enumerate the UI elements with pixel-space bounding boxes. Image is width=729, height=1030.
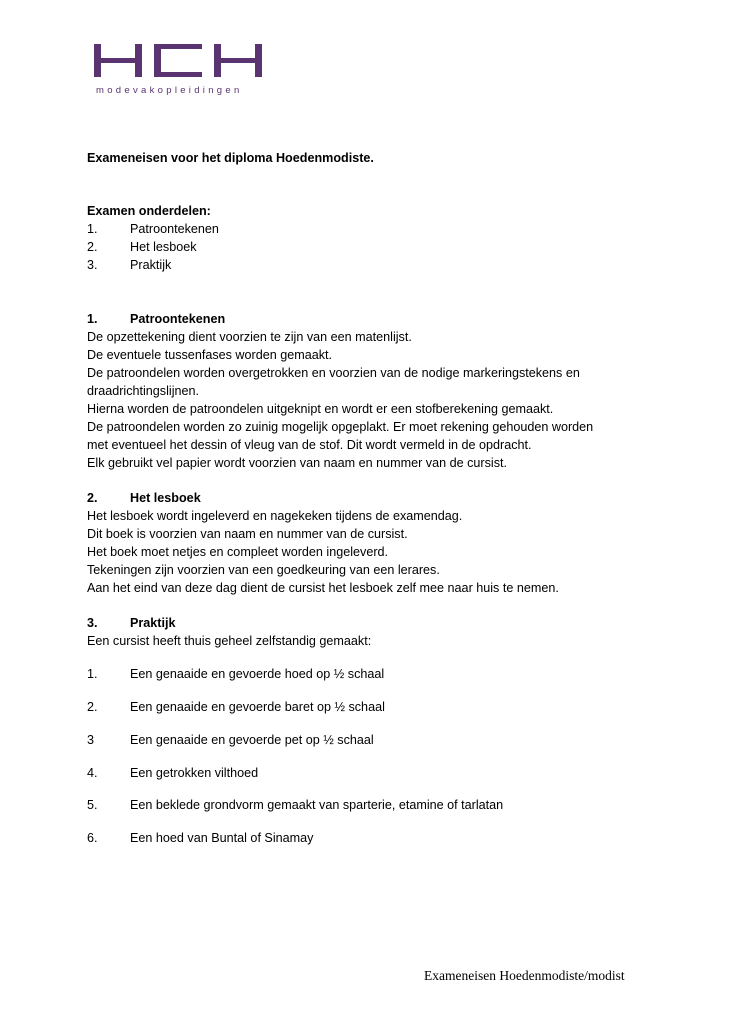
- list-number: 5.: [87, 798, 98, 812]
- list-number: 4.: [87, 766, 98, 780]
- section-number: 2.: [87, 491, 98, 505]
- section-intro: Een cursist heeft thuis geheel zelfstandig gemaakt:: [87, 634, 372, 648]
- list-item: [87, 221, 647, 239]
- list-number: 2.: [87, 240, 98, 254]
- paragraph-line: Aan het eind van deze dag dient de cursist het lesboek zelf mee naar huis te nemen.: [87, 581, 559, 595]
- section-number: 1.: [87, 312, 98, 326]
- paragraph-line: De opzettekening dient voorzien te zijn van een matenlijst.: [87, 330, 412, 344]
- list-number: 1.: [87, 222, 98, 236]
- list-number: 6.: [87, 831, 98, 845]
- list-item: [87, 257, 647, 275]
- section-number: 3.: [87, 616, 98, 630]
- list-label: Een genaaide en gevoerde pet op ½ schaal: [130, 733, 374, 747]
- section-title: Praktijk: [130, 616, 176, 630]
- list-label: Praktijk: [130, 258, 172, 272]
- paragraph-line: Het lesboek wordt ingeleverd en nagekeken tijdens de examendag.: [87, 509, 463, 523]
- paragraph-line: Het boek moet netjes en compleet worden ingeleverd.: [87, 545, 389, 559]
- list-label: Een hoed van Buntal of Sinamay: [130, 831, 314, 845]
- list-label: Een genaaide en gevoerde baret op ½ schaal: [130, 700, 385, 714]
- list-label: Een beklede grondvorm gemaakt van sparterie, etamine of tarlatan: [130, 798, 504, 812]
- paragraph-line: Hierna worden de patroondelen uitgeknipt en wordt er een stofberekening gemaakt.: [87, 402, 554, 416]
- list-item: [87, 699, 647, 717]
- paragraph-line: Elk gebruikt vel papier wordt voorzien van naam en nummer van de cursist.: [87, 456, 507, 470]
- list-item: [87, 797, 647, 815]
- paragraph-line: Dit boek is voorzien van naam en nummer van de cursist.: [87, 527, 408, 541]
- list-label: Een getrokken vilthoed: [130, 766, 259, 780]
- list-label: Het lesboek: [130, 240, 197, 254]
- hch-logo-mark: [94, 44, 264, 80]
- list-item: [87, 732, 647, 750]
- list-item: [87, 239, 647, 257]
- paragraph-line: De patroondelen worden overgetrokken en voorzien van de nodige markeringstekens en: [87, 366, 580, 380]
- list-number: 1.: [87, 667, 98, 681]
- list-label: Een genaaide en gevoerde hoed op ½ schaal: [130, 667, 385, 681]
- section-heading: [87, 490, 647, 508]
- section-heading: [87, 311, 647, 329]
- section-title: Patroontekenen: [130, 312, 226, 326]
- list-number: 2.: [87, 700, 98, 714]
- logo-tagline: modevakopleidingen: [96, 85, 243, 96]
- hch-logo: [94, 44, 264, 80]
- paragraph-line: draadrichtingslijnen.: [87, 384, 200, 398]
- paragraph-line: met eventueel het dessin of vleug van de stof. Dit wordt vermeld in de opdracht.: [87, 438, 532, 452]
- section-title: Het lesboek: [130, 491, 201, 505]
- list-number: 3: [87, 733, 95, 747]
- paragraph-line: Tekeningen zijn voorzien van een goedkeuring van een lerares.: [87, 563, 440, 577]
- list-item: [87, 830, 647, 848]
- list-label: Patroontekenen: [130, 222, 219, 236]
- paragraph-line: De patroondelen worden zo zuinig mogelijk opgeplakt. Er moet rekening gehouden worden: [87, 420, 594, 434]
- parts-heading: Examen onderdelen:: [87, 204, 211, 218]
- paragraph-line: De eventuele tussenfases worden gemaakt.: [87, 348, 333, 362]
- document-title: Exameneisen voor het diploma Hoedenmodiste.: [87, 151, 374, 165]
- list-number: 3.: [87, 258, 98, 272]
- section-heading: [87, 615, 647, 633]
- list-item: [87, 666, 647, 684]
- page-footer: Exameneisen Hoedenmodiste/modist: [424, 968, 625, 983]
- list-item: [87, 765, 647, 783]
